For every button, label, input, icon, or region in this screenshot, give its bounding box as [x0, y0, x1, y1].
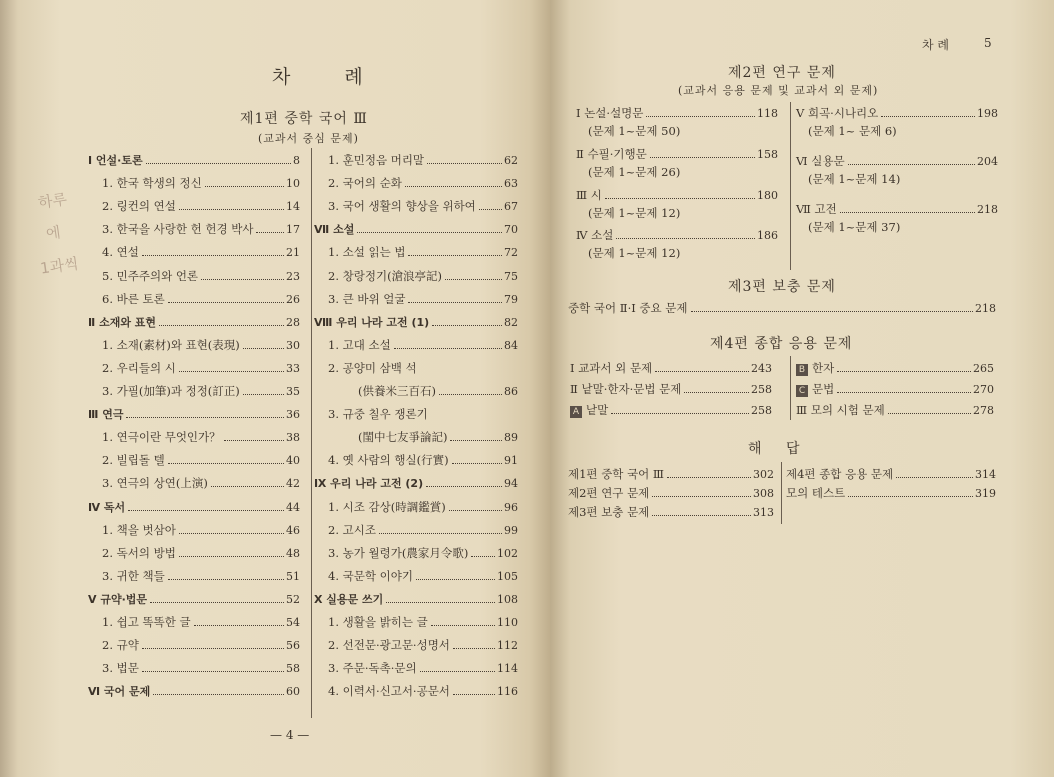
toc-entry-page: 70	[504, 223, 518, 237]
toc-entry-page: 204	[977, 155, 998, 168]
toc-entry-label: 1. 연극이란 무엇인가？	[102, 430, 221, 445]
toc-entry	[796, 105, 998, 123]
toc-section-entry	[88, 683, 300, 701]
toc-entry-label: Ⅵ 국어 문제	[88, 685, 151, 699]
toc-entry-label: 3. 연극의 상연(上演)	[102, 476, 208, 491]
leader-dots	[652, 496, 751, 497]
toc-entry-label: Ⅳ 독서	[88, 500, 126, 514]
leader-dots	[142, 255, 284, 256]
toc-entry-label: 2. 링컨의 연설	[102, 199, 176, 214]
toc-entry-page: 270	[973, 383, 994, 396]
leader-dots	[416, 579, 495, 580]
toc-entry-label: 2. 국어의 순화	[328, 176, 402, 191]
toc-entry	[568, 300, 996, 318]
toc-entry-label: Ⅰ 교과서 외 문제	[570, 361, 653, 375]
toc-entry-page: 79	[504, 292, 518, 306]
toc-entry-label: 3. 농가 월령가(農家月令歌)	[328, 545, 469, 560]
toc-entry-label: 1. 소재(素材)와 표현(表現)	[102, 337, 240, 352]
toc-section-entry	[88, 406, 300, 424]
toc-entry	[328, 244, 518, 262]
toc-entry-page: 60	[286, 685, 300, 699]
toc-entry	[570, 381, 772, 399]
leader-dots	[616, 238, 755, 239]
leader-dots	[357, 232, 502, 233]
toc-entry-label: 1. 시조 감상(時調鑑賞)	[328, 499, 446, 514]
toc-section-entry	[88, 499, 300, 517]
toc-entry	[102, 475, 300, 493]
toc-entry-page: 21	[286, 246, 300, 260]
toc-entry-page: 82	[504, 315, 518, 329]
leader-dots	[848, 496, 973, 497]
leader-dots	[142, 648, 284, 649]
toc-entry	[328, 660, 518, 678]
toc-entry-subrange: (문제 1~문제 50)	[588, 124, 681, 138]
leader-dots	[453, 648, 495, 649]
box-marker-icon: C	[796, 385, 808, 397]
right-page	[550, 0, 1054, 777]
toc-entry-page: 86	[504, 385, 518, 398]
toc-entry-page: 118	[757, 107, 778, 120]
toc-entry	[328, 175, 518, 193]
leader-dots	[168, 302, 284, 303]
toc-entry-page: 33	[286, 361, 300, 375]
toc-entry-label: 낱말	[586, 403, 609, 417]
toc-entry-page: 35	[286, 385, 300, 398]
toc-entry-page: 99	[504, 523, 518, 537]
toc-entry-page: 258	[751, 383, 772, 396]
toc-entry	[796, 360, 994, 378]
toc-entry	[102, 244, 300, 262]
leader-dots	[837, 392, 971, 393]
toc-entry-page: 218	[975, 302, 996, 315]
toc-entry	[102, 614, 300, 632]
toc-entry-label: 1. 쉽고 똑똑한 글	[102, 615, 191, 629]
toc-entry-page: 62	[504, 154, 518, 167]
toc-entry-label: 제3편 보충 문제	[568, 505, 650, 519]
toc-entry-page: 243	[751, 362, 772, 375]
toc-entry-page: 75	[504, 269, 518, 283]
part2-divider	[790, 102, 791, 270]
toc-entry-page: 67	[504, 200, 518, 214]
toc-entry-page: 14	[286, 200, 300, 214]
leader-dots	[386, 602, 495, 603]
toc-entry-page: 42	[286, 477, 300, 491]
leader-dots	[179, 209, 284, 210]
toc-entry	[102, 429, 300, 447]
toc-entry-page: 108	[497, 592, 518, 606]
toc-entry	[328, 452, 518, 470]
toc-entry	[328, 360, 518, 378]
toc-entry-label: (閨中七友爭論記)	[358, 430, 448, 445]
toc-entry-page: 40	[286, 454, 300, 468]
toc-entry	[328, 337, 518, 355]
toc-entry-label: Ⅴ 희곡·시나리오	[796, 106, 879, 120]
toc-entry-label: 4. 연설	[102, 245, 139, 260]
toc-entry	[328, 499, 518, 517]
toc-entry	[102, 337, 300, 355]
leader-dots	[126, 417, 284, 418]
right-page-number: 5	[984, 36, 992, 50]
leader-dots	[243, 348, 284, 349]
leader-dots	[471, 556, 495, 557]
toc-entry	[102, 175, 300, 193]
toc-entry-label: 5. 민주주의와 언론	[102, 268, 199, 283]
toc-entry	[102, 198, 300, 216]
leader-dots	[211, 486, 284, 487]
toc-entry-label: 문법	[812, 382, 835, 396]
toc-entry-label: 모의 테스트	[786, 486, 846, 500]
toc-entry-page: 84	[504, 338, 518, 352]
toc-entry-page: 51	[286, 569, 300, 583]
toc-section-entry	[88, 314, 300, 332]
toc-entry	[576, 227, 778, 245]
handwriting-note-1: 하루	[36, 190, 69, 212]
leader-dots	[159, 325, 284, 326]
leader-dots	[479, 209, 502, 210]
leader-dots	[840, 212, 975, 213]
toc-entry-page: 180	[757, 188, 778, 202]
toc-entry-page: 314	[975, 468, 996, 481]
toc-entry-label: 중학 국어 Ⅱ·Ⅰ 중요 문제	[568, 301, 688, 315]
part3-title: 제3편 보충 문제	[728, 279, 836, 295]
leader-dots	[605, 198, 755, 199]
toc-entry-label: 4. 이력서·신고서·공문서	[328, 684, 450, 699]
box-marker-icon: B	[796, 364, 808, 376]
toc-entry-label: 1. 책을 벗삼아	[102, 522, 176, 537]
toc-entry-label: 1. 한국 학생의 정신	[102, 176, 202, 191]
toc-entry-label: 4. 국문학 이야기	[328, 568, 413, 583]
leader-dots	[431, 625, 495, 626]
leader-dots	[201, 279, 284, 280]
toc-entry	[796, 201, 998, 219]
toc-entry-page: 110	[497, 616, 518, 629]
leader-dots	[179, 371, 284, 372]
toc-entry-label: 3. 귀한 책들	[102, 568, 165, 583]
toc-entry	[576, 146, 778, 164]
toc-entry-label: Ⅲ 연극	[88, 408, 124, 422]
toc-entry-subrange: (문제 1~문제 12)	[588, 205, 681, 220]
toc-entry-label: 3. 법문	[102, 661, 139, 676]
toc-entry-label: 1. 생활을 밝히는 글	[328, 615, 428, 629]
part1-subtitle: (교과서 중심 문제)	[258, 132, 359, 145]
toc-entry-subrange: (문제 1~문제 12)	[588, 246, 681, 261]
leader-dots	[684, 392, 749, 393]
toc-entry	[102, 360, 300, 378]
toc-entry	[102, 221, 300, 239]
toc-entry-label: Ⅷ 우리 나라 고전 (1)	[314, 315, 430, 329]
toc-entry-label: Ⅱ 낱말·한자·문법 문제	[570, 382, 682, 396]
toc-entry-page: 302	[753, 468, 774, 481]
part4-divider	[790, 356, 791, 420]
toc-entry-page: 186	[757, 229, 778, 243]
leader-dots	[655, 371, 749, 372]
toc-entry	[328, 152, 518, 170]
leader-dots	[439, 394, 502, 395]
toc-entry	[102, 660, 300, 678]
leader-dots	[179, 556, 284, 557]
toc-entry	[102, 522, 300, 540]
leader-dots	[150, 602, 284, 603]
toc-entry-label: 2. 고시조	[328, 522, 376, 537]
toc-entry-page: 112	[497, 639, 518, 653]
toc-entry	[570, 360, 772, 378]
toc-entry-page: 114	[497, 662, 518, 676]
toc-entry	[786, 466, 996, 484]
toc-entry-label: Ⅲ 시	[576, 187, 602, 202]
toc-entry-label: 2. 공양미 삼백 석	[328, 360, 417, 375]
toc-entry	[576, 105, 778, 123]
toc-entry-page: 46	[286, 523, 300, 537]
toc-entry	[796, 402, 994, 420]
toc-entry	[568, 485, 774, 503]
leader-dots	[432, 325, 502, 326]
toc-entry	[102, 545, 300, 563]
toc-entry-page: 52	[286, 592, 300, 606]
toc-entry	[102, 637, 300, 655]
toc-entry-page: 96	[504, 500, 518, 514]
leader-dots	[848, 164, 975, 165]
toc-entry-page: 319	[975, 487, 996, 500]
leader-dots	[445, 279, 502, 280]
toc-section-entry	[88, 591, 300, 609]
toc-entry-label: 2. 창랑정기(滄浪亭記)	[328, 268, 443, 283]
leader-dots	[405, 186, 502, 187]
toc-entry-label: Ⅱ 소재와 표현	[88, 315, 157, 329]
toc-entry-subrange: (문제 1~문제 37)	[808, 220, 901, 234]
toc-entry-label: Ⅰ 언설·토론	[88, 154, 143, 167]
toc-entry-page: 158	[757, 147, 778, 161]
answers-divider	[781, 462, 782, 524]
toc-entry	[328, 291, 518, 309]
leader-dots	[881, 116, 975, 117]
toc-entry-page: 313	[753, 506, 774, 519]
toc-entry	[328, 637, 518, 655]
leader-dots	[449, 510, 502, 511]
toc-entry-page: 36	[286, 408, 300, 422]
leader-dots	[420, 671, 495, 672]
toc-entry-label: 3. 국어 생활의 향상을 위하여	[328, 199, 476, 214]
toc-entry-page: 8	[293, 154, 300, 167]
toc-entry-page: 278	[973, 404, 994, 417]
toc-entry-label: 3. 규중 칠우 쟁론기	[328, 407, 428, 422]
leader-dots	[168, 463, 284, 464]
leader-dots	[379, 533, 502, 534]
leader-dots	[146, 163, 291, 164]
leader-dots	[646, 116, 755, 117]
toc-entry-label: 1. 훈민정음 머리말	[328, 153, 425, 167]
leader-dots	[408, 255, 502, 256]
toc-entry-subrange: (문제 1~문제 14)	[808, 172, 901, 186]
toc-entry-label: 2. 빌립돌 텔	[102, 453, 165, 468]
toc-entry-page: 54	[286, 616, 300, 629]
box-marker-icon: A	[570, 406, 582, 418]
toc-entry-label: Ⅰ 논설·설명문	[576, 106, 644, 120]
toc-entry	[328, 198, 518, 216]
toc-title: 차 례	[272, 66, 387, 88]
toc-entry-label: 3. 한국을 사랑한 헌 헌경 박사	[102, 222, 254, 237]
toc-section-entry	[314, 314, 518, 332]
toc-entry-page: 63	[504, 177, 518, 191]
toc-entry-page: 116	[497, 685, 518, 699]
leader-dots	[888, 413, 971, 414]
leader-dots	[611, 413, 749, 414]
toc-entry	[102, 568, 300, 586]
leader-dots	[426, 486, 502, 487]
leader-dots	[179, 533, 284, 534]
leader-dots	[450, 440, 502, 441]
answers-title: 해 답	[748, 441, 810, 457]
toc-section-entry	[314, 221, 518, 239]
toc-entry-label: Ⅸ 우리 나라 고전 (2)	[314, 477, 424, 491]
toc-entry	[328, 522, 518, 540]
leader-dots	[224, 440, 284, 441]
toc-entry	[102, 291, 300, 309]
leader-dots	[837, 371, 971, 372]
part1-title: 제1편 중학 국어 Ⅲ	[240, 111, 368, 127]
toc-entry-page: 258	[751, 404, 772, 417]
toc-entry-page: 72	[504, 246, 518, 260]
toc-entry	[328, 568, 518, 586]
toc-entry-page: 26	[286, 292, 300, 306]
toc-entry	[328, 614, 518, 632]
leader-dots	[243, 394, 284, 395]
leader-dots	[667, 477, 751, 478]
toc-entry-label: Ⅱ 수필·기행문	[576, 146, 647, 161]
toc-entry	[102, 268, 300, 286]
toc-entry-page: 102	[497, 546, 518, 560]
leader-dots	[427, 163, 502, 164]
toc-entry-page: 198	[977, 107, 998, 120]
toc-entry-label: 6. 바른 토론	[102, 291, 165, 306]
toc-entry	[328, 545, 518, 563]
toc-entry-page: 30	[286, 338, 300, 352]
leader-dots	[128, 510, 284, 511]
leader-dots	[650, 157, 755, 158]
toc-entry-label: 2. 우리들의 시	[102, 360, 176, 375]
toc-entry-label: 1. 고대 소설	[328, 337, 391, 352]
leader-dots	[691, 311, 973, 312]
toc-entry-label: 한자	[812, 361, 835, 375]
toc-entry-page: 58	[286, 662, 300, 676]
toc-entry-page: 56	[286, 639, 300, 653]
part4-title: 제4편 종합 응용 문제	[710, 336, 853, 352]
toc-entry-page: 265	[973, 362, 994, 375]
toc-entry	[576, 187, 778, 205]
toc-entry-label: 2. 규약	[102, 638, 139, 653]
toc-entry	[328, 268, 518, 286]
handwriting-note-3: 1과씩	[39, 254, 80, 278]
toc-entry-page: 10	[286, 177, 300, 191]
toc-entry-label: Ⅶ 소설	[314, 223, 355, 237]
toc-entry-page: 17	[286, 223, 300, 237]
toc-entry	[796, 381, 994, 399]
left-page-number: — 4 —	[270, 728, 310, 742]
leader-dots	[256, 232, 284, 233]
toc-entry	[568, 466, 774, 484]
toc-entry-page: 94	[504, 477, 518, 491]
toc-entry	[358, 429, 518, 447]
toc-entry-label: Ⅵ 실용문	[796, 154, 845, 168]
toc-entry	[358, 383, 518, 401]
leader-dots	[896, 477, 973, 478]
toc-entry	[102, 452, 300, 470]
toc-entry-subrange: (문제 1~ 문제 6)	[808, 124, 897, 138]
leader-dots	[194, 625, 284, 626]
toc-entry-label: Ⅲ 모의 시험 문제	[796, 403, 885, 417]
leader-dots	[452, 463, 502, 464]
toc-section-entry	[314, 475, 518, 493]
leader-dots	[205, 186, 284, 187]
toc-entry-label: 제1편 중학 국어 Ⅲ	[568, 467, 665, 481]
toc-entry-page: 91	[504, 454, 518, 468]
toc-entry-page: 44	[286, 500, 300, 514]
leader-dots	[453, 694, 495, 695]
toc-entry-label: Ⅳ 소설	[576, 228, 614, 243]
handwriting-note-2: 에	[44, 223, 62, 243]
toc-entry-label: 제4편 종합 응용 문제	[786, 467, 894, 481]
toc-entry-page: 38	[286, 431, 300, 445]
toc-entry-page: 105	[497, 569, 518, 583]
toc-entry-page: 218	[977, 203, 998, 216]
toc-entry-subrange: (문제 1~문제 26)	[588, 164, 681, 179]
leader-dots	[153, 694, 284, 695]
toc-entry-label: 1. 소설 읽는 법	[328, 245, 406, 260]
toc-entry-label: 3. 주문·독촉·문의	[328, 661, 417, 676]
toc-entry	[328, 683, 518, 701]
toc-entry-label: 2. 선전문·광고문·성명서	[328, 638, 450, 653]
running-header: 차 례	[922, 38, 949, 52]
toc-entry	[328, 406, 518, 424]
toc-entry-label: 3. 가필(加筆)과 정정(訂正)	[102, 384, 240, 398]
toc-entry-label: Ⅴ 규약·법문	[88, 592, 148, 606]
toc-entry	[786, 485, 996, 503]
toc-entry	[570, 402, 772, 420]
toc-entry-page: 308	[753, 487, 774, 500]
part2-subtitle: (교과서 응용 문제 및 교과서 외 문제)	[678, 84, 879, 97]
column-divider	[311, 148, 312, 718]
part2-title: 제2편 연구 문제	[728, 65, 836, 81]
leader-dots	[142, 671, 284, 672]
toc-entry-label: 제2편 연구 문제	[568, 486, 650, 500]
toc-entry-label: 4. 옛 사람의 행실(行實)	[328, 453, 449, 468]
toc-entry-label: 3. 큰 바위 얼굴	[328, 291, 406, 306]
leader-dots	[408, 302, 502, 303]
toc-section-entry	[314, 591, 518, 609]
toc-entry-label: 2. 독서의 방법	[102, 545, 176, 560]
toc-entry-label: Ⅶ 고전	[796, 202, 837, 216]
toc-entry	[796, 153, 998, 171]
toc-entry	[568, 504, 774, 522]
toc-entry-page: 48	[286, 546, 300, 560]
toc-entry-label: Ⅹ 실용문 쓰기	[314, 592, 384, 606]
toc-entry-page: 23	[286, 269, 300, 283]
toc-section-entry	[88, 152, 300, 170]
toc-entry-page: 28	[286, 315, 300, 329]
leader-dots	[168, 579, 284, 580]
toc-entry-label: (供養米三百石)	[358, 384, 436, 398]
leader-dots	[652, 515, 751, 516]
leader-dots	[394, 348, 502, 349]
toc-entry-page: 89	[504, 431, 518, 445]
toc-entry	[102, 383, 300, 401]
